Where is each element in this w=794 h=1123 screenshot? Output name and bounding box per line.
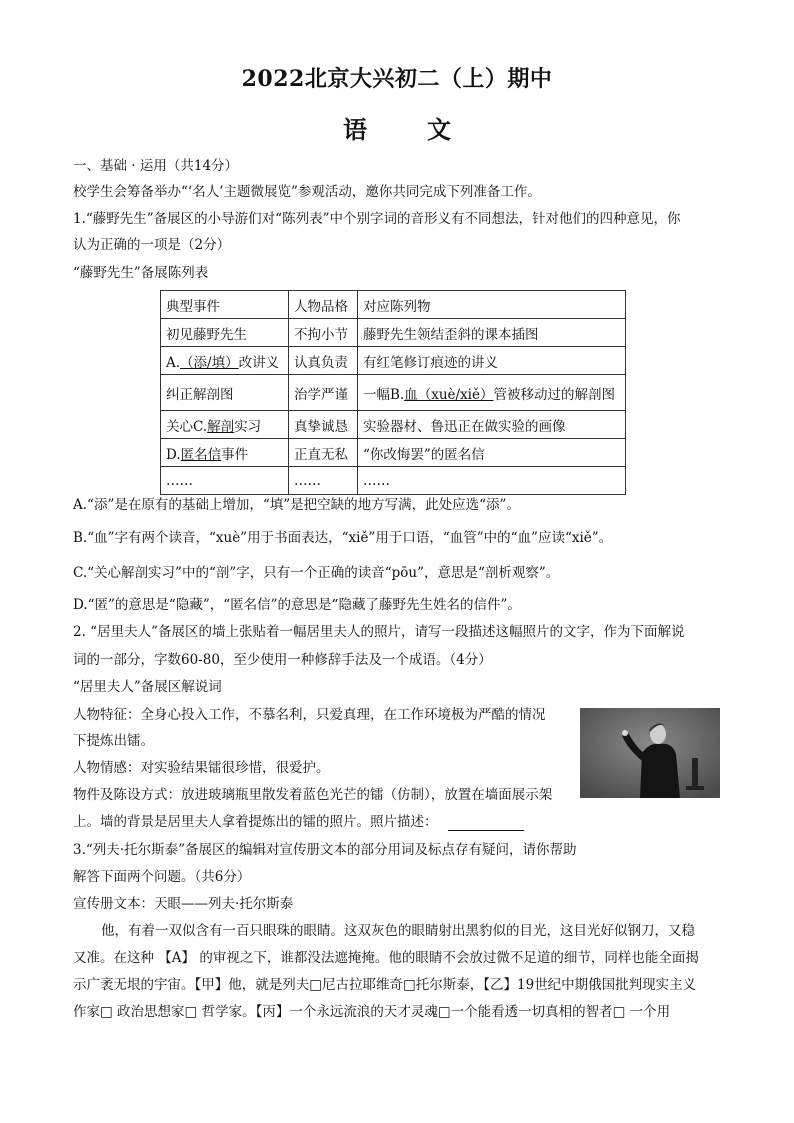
underlined-word: （添/填） [180, 354, 239, 371]
subject-char-1: 语 [343, 115, 367, 144]
q2-display-line2 [73, 813, 524, 831]
q3-paragraph-line3: 示广袤无垠的宇宙。【甲】他，就是列夫□尼古拉耶维奇□托尔斯泰，【乙】19世纪中期俄国批判现实主义 [73, 977, 697, 993]
event-text: 实习 [234, 418, 262, 435]
table-header-row [161, 291, 626, 319]
curie-photo [580, 708, 720, 798]
q2-display-line1: 物件及陈设方式：放进玻璃瓶里散发着蓝色光芒的镭（仿制），放置在墙面展示架 [73, 787, 553, 803]
table-header-cell: 人物品格 [289, 291, 358, 319]
trait-cell: …… [289, 467, 358, 495]
event-cell [161, 439, 289, 467]
event-text: D. [166, 446, 181, 463]
q3-paragraph-line2: 又准。在这种 【A】 的审视之下，谁都没法遮掩掩。他的眼睛不会放过微不足道的细节，同样也能全面揭 [73, 950, 699, 966]
table-row [161, 439, 626, 467]
table-caption: “藤野先生”备展陈列表 [73, 265, 209, 281]
q3-stem-line1: 3.“列夫·托尔斯泰”备展区的编辑对宣传册文本的部分用词及标点存有疑问，请你帮助 [73, 842, 577, 858]
event-text: A. [166, 354, 181, 371]
exam-title: 2022北京大兴初二（上）期中 [241, 66, 553, 92]
event-cell [161, 347, 289, 375]
table-header-cell: 对应陈列物 [358, 291, 626, 319]
event-cell [161, 467, 289, 495]
subject-title [0, 110, 794, 145]
section-intro: 校学生会筹备举办“‘名人’主题微展览”参观活动，邀你共同完成下列准备工作。 [73, 184, 541, 200]
curie-photo-illustration [580, 708, 720, 798]
event-text: …… [166, 472, 193, 489]
trait-cell: 正直无私 [289, 439, 358, 467]
event-cell [161, 375, 289, 411]
q1-stem-line2: 认为正确的一项是（2分） [73, 237, 231, 253]
q2-trait-line1: 人物特征：全身心投入工作，不慕名利，只爱真理，在工作环境极为严酷的情况 [73, 707, 546, 723]
table-row [161, 319, 626, 347]
underlined-word: 解剖 [207, 418, 235, 435]
item-cell: 实验器材、鲁迅正在做实验的画像 [358, 411, 626, 439]
event-cell [161, 319, 289, 347]
event-cell [161, 411, 289, 439]
q2-stem-line2: 词的一部分，字数60-80，至少使用一种修辞手法及一个成语。（4分） [73, 652, 492, 668]
section-heading: 一、基础 · 运用（共14分） [73, 158, 239, 174]
subject-char-2: 文 [427, 115, 451, 144]
event-text: 纠正解剖图 [166, 386, 234, 403]
q3-stem-line2: 解答下面两个问题。（共6分） [73, 869, 251, 885]
item-text: 一幅B. [363, 386, 405, 403]
item-text: 管被移动过的解剖图 [493, 386, 615, 403]
option-b: B.“血”字有两个读音，“xuè”用于书面表达，“xiě”用于口语，“血管”中的“血”应读“xiě”。 [73, 530, 613, 546]
event-text: 事件 [221, 446, 249, 463]
trait-cell: 不拘小节 [289, 319, 358, 347]
q3-paragraph-line1: 他，有着一双似含有一百只眼珠的眼睛。这双灰色的眼睛射出黑豹似的目光，这目光好似钢刀，又稳 [101, 923, 695, 939]
answer-blank [448, 816, 524, 831]
table-row [161, 467, 626, 495]
exhibit-table [160, 290, 626, 495]
q2-stem-line1: 2. “居里夫人”备展区的墙上张贴着一幅居里夫人的照片，请写一段描述这幅照片的文字，作为下面解说 [73, 624, 685, 640]
trait-cell: 治学严谨 [289, 375, 358, 411]
table-header-cell: 典型事件 [161, 291, 289, 319]
item-cell: 有红笔修订痕迹的讲义 [358, 347, 626, 375]
event-text: 初见藤野先生 [166, 326, 247, 343]
item-cell: “你改悔罢”的匿名信 [358, 439, 626, 467]
q3-paragraph-line4: 作家□ 政治思想家□ 哲学家。【丙】一个永远流浪的天才灵魂□一个能看透一切真相的智者□ 一个用 [73, 1004, 671, 1020]
event-text: 关心C. [166, 418, 208, 435]
table-row [161, 411, 626, 439]
table-row [161, 375, 626, 411]
option-c: C.“关心解剖实习”中的“剖”字，只有一个正确的读音“pōu”，意思是“剖析观察”。 [73, 565, 560, 581]
q2-emotion: 人物情感：对实验结果镭很珍惜，很爱护。 [73, 760, 330, 776]
event-text: 改讲义 [238, 354, 280, 371]
item-cell: …… [358, 467, 626, 495]
q2-caption: “居里夫人”备展区解说词 [73, 679, 222, 695]
item-cell [358, 375, 626, 411]
table-row [161, 347, 626, 375]
q3-caption: 宣传册文本：天眼——列夫·托尔斯泰 [73, 896, 294, 912]
trait-cell: 真挚诚恳 [289, 411, 358, 439]
q2-trait-line2: 下提炼出镭。 [73, 733, 154, 749]
option-a: A.“添”是在原有的基础上增加，“填”是把空缺的地方写满，此处应选“添”。 [73, 497, 520, 513]
underlined-word: 匿名信 [180, 446, 222, 463]
trait-cell: 认真负责 [289, 347, 358, 375]
item-cell: 藤野先生领结歪斜的课本插图 [358, 319, 626, 347]
q1-stem-line1: 1.“藤野先生”备展区的小导游们对“陈列表”中个别字词的音形义有不同想法，针对他们的四种意见，你 [73, 211, 681, 227]
option-d: D.“匿”的意思是“隐藏”，“匿名信”的意思是“隐藏了藤野先生姓名的信件”。 [73, 597, 521, 613]
underlined-word: 血（xuè/xiě） [404, 386, 494, 403]
q2-display-text: 上。墙的背景是居里夫人拿着提炼出的镭的照片。照片描述： [73, 814, 438, 830]
